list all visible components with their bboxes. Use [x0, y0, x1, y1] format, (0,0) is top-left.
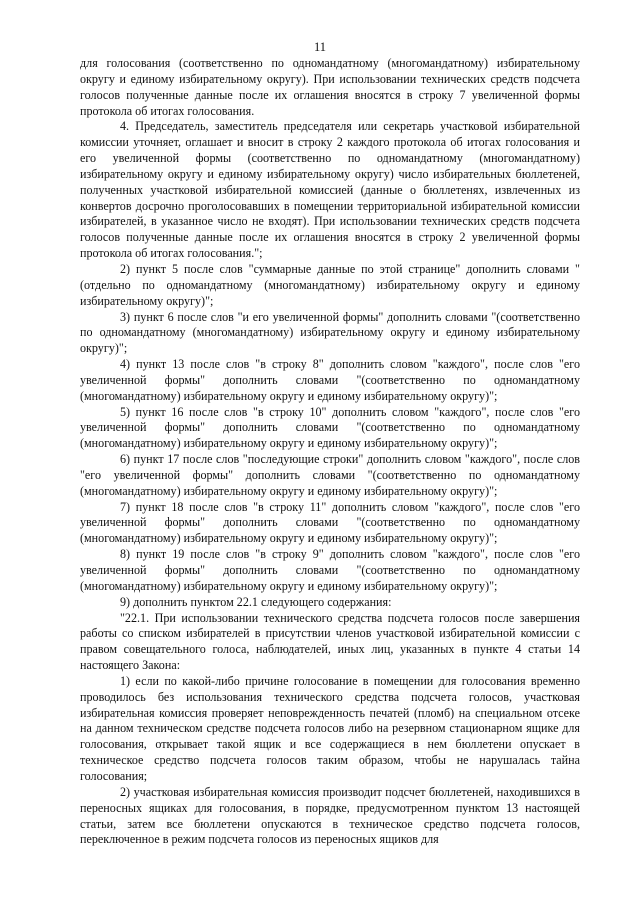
paragraph-5: 4) пункт 13 после слов "в строку 8" дополнить словом "каждого", после слов "его увеличенной формы" дополнить словами "(соответственно по одномандатному (многомандатному) избирательному округу и единому избирательному округу)"; — [80, 357, 580, 403]
paragraph-8: 7) пункт 18 после слов "в строку 11" дополнить словом "каждого", после слов "его увеличенной формы" дополнить словами "(соответственно по одномандатному (многомандатному) избирательному округу и единому избирательному округу)"; — [80, 499, 580, 546]
paragraph-13: 2) участковая избирательная комиссия производит подсчет бюллетеней, находившихся в переносных ящиках для голосования, в порядке, предусмотренном пунктом 13 настоящей статьи, затем все бюллетени опускаются в техническое средство подсчета голосов, переключенное в режим подсчета голосов из переносных ящиков для — [80, 784, 580, 847]
document-body — [80, 56, 580, 848]
paragraph-6: 5) пункт 16 после слов "в строку 10" дополнить словом "каждого", после слов "его увеличенной формы" дополнить словами "(соответственно по одномандатному (многомандатному) избирательному округу и единому избирательному округу)"; — [80, 404, 580, 451]
paragraph-11: "22.1. При использовании технического средства подсчета голосов после завершения работы со списком избирателей в присутствии членов участковой избирательной комиссии с правом совещательного голоса, наблюдателей, иных лиц, указанных в пункте 4 статьи 14 настоящего Закона: — [80, 610, 580, 673]
paragraph-7: 6) пункт 17 после слов "последующие строки" дополнить словом "каждого", после слов "его увеличенной формы" дополнить словами "(соответственно по одномандатному (многомандатному) избирательному округу и единому избирательному округу)"; — [80, 452, 580, 498]
paragraph-10: 9) дополнить пунктом 22.1 следующего содержания: — [120, 594, 392, 609]
page-number: 11 — [313, 40, 327, 54]
paragraph-3: 2) пункт 5 после слов "суммарные данные по этой странице" дополнить словами "(отдельно по одномандатному (многомандатному) избирательному округу и единому избирательному округу)"; — [80, 261, 580, 308]
paragraph-9: 8) пункт 19 после слов "в строку 9" дополнить словом "каждого", после слов "его увеличенной формы" дополнить словами "(соответственно по одномандатному (многомандатному) избирательному округу и единому избирательному округу)"; — [80, 547, 580, 593]
paragraph-2: 4. Председатель, заместитель председателя или секретарь участковой избирательной комиссии уточняет, оглашает и вносит в строку 2 каждого протокола об итогах голосования и его увеличенной формы (соответственно по одномандатному (многомандатному) избирательному округу и единому избирательному округу) число избирательных бюллетеней, полученных участковой избирательной комиссией (данные о бюллетенях, извлеченных из конвертов досрочно проголосовавших в помещении территориальной избирательной комиссии избирателей, в указанное число не входят). При использовании технических средств подсчета голосов полученные данные после их оглашения вносятся в строку 2 увеличенной формы протокола об итогах голосования."; — [80, 119, 580, 261]
paragraph-12: 1) если по какой-либо причине голосование в помещении для голосования временно проводилось без использования технического средства подсчета голосов, участковая избирательная комиссия проверяет неповрежденность печатей (пломб) на специальном отсеке на данном техническом средстве подсчета голосов либо на резервном стационарном ящике для голосования, открывает такой ящик и все содержащиеся в нем бюллетени опускает в техническое средство подсчета голосов таким образом, чтобы не нарушалась тайна голосования; — [80, 673, 580, 783]
paragraph-4: 3) пункт 6 после слов "и его увеличенной формы" дополнить словами "(соответственно по одномандатному (многомандатному) избирательному округу и единому избирательному округу)"; — [80, 309, 580, 356]
paragraph-1: для голосования (соответственно по одномандатному (многомандатному) избирательному округу и единому избирательному округу). При использовании технических средств подсчета голосов полученные данные после их оглашения вносятся в строку 7 увеличенной формы протокола об итогах голосования. — [80, 56, 580, 118]
